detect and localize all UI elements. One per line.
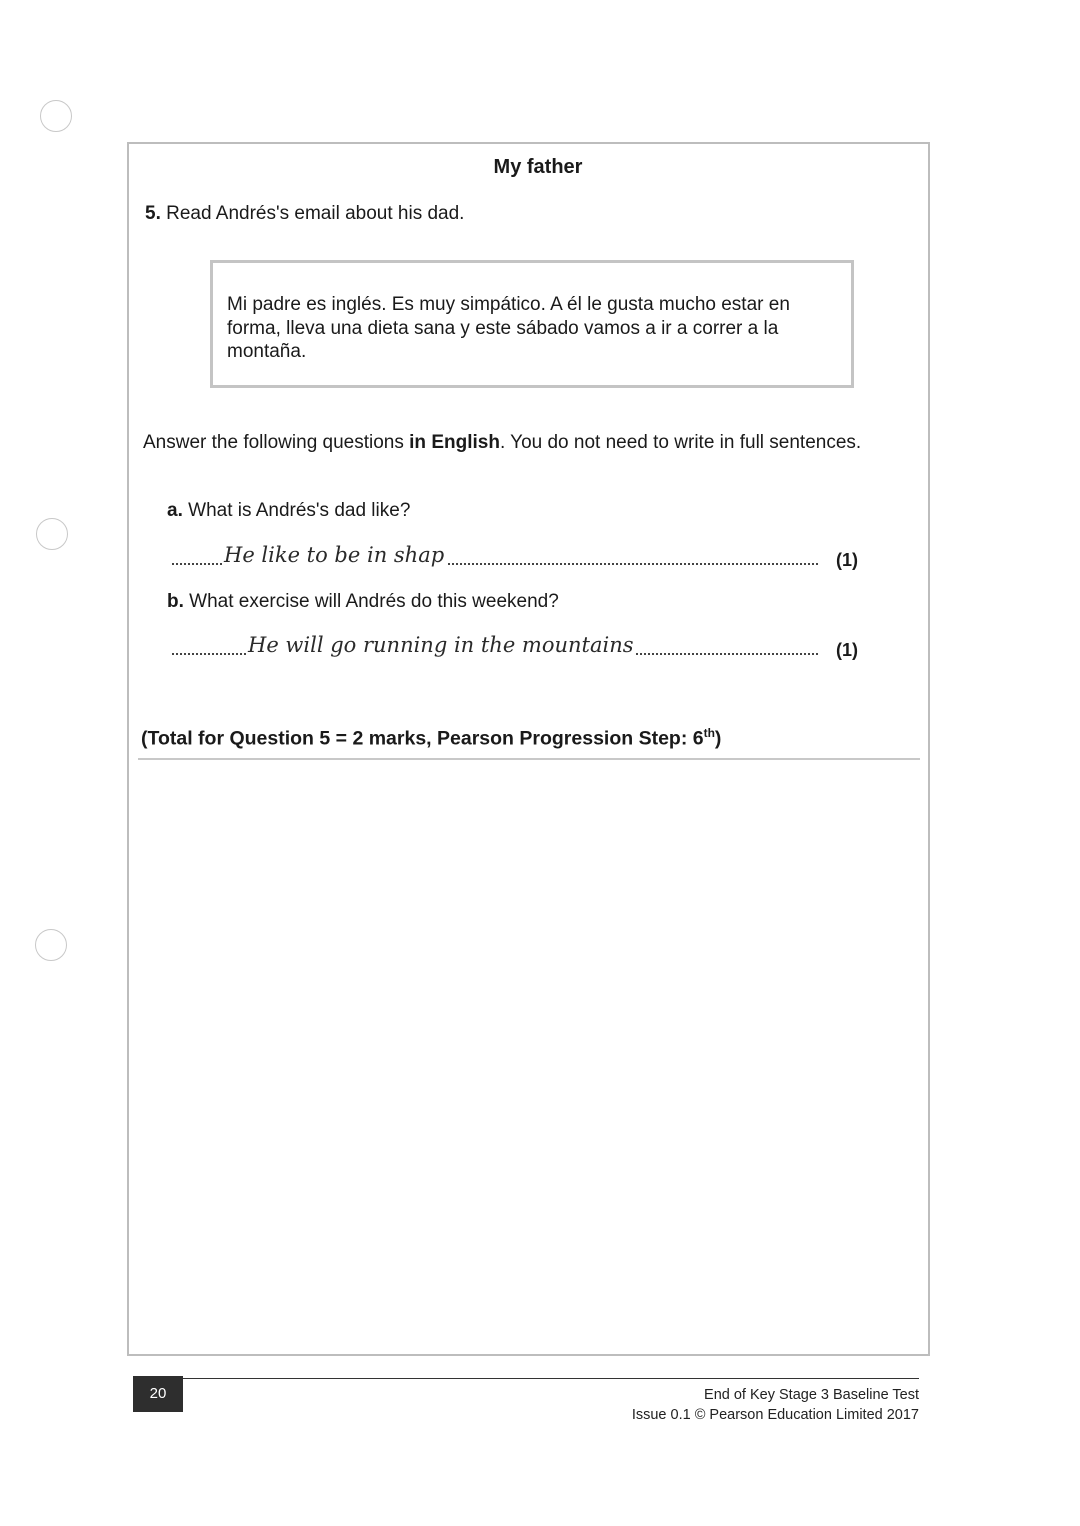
answer-b-handwritten: He will go running in the mountains — [248, 633, 634, 657]
instructions — [143, 431, 863, 455]
question-intro-text: Read Andrés's email about his dad. — [166, 203, 465, 224]
marks-a: (1) — [832, 550, 858, 571]
instructions-after: . You do not need to write in full sentences. — [499, 432, 862, 453]
total-text: (Total for Question 5 = 2 marks, Pearson Progression Step: 6 — [141, 727, 704, 750]
punch-hole-bottom — [35, 929, 67, 961]
answer-line-b[interactable] — [172, 631, 858, 661]
answer-line-a[interactable] — [172, 541, 858, 571]
instructions-before: Answer the following questions — [143, 432, 410, 453]
footer-line-1: End of Key Stage 3 Baseline Test — [704, 1387, 919, 1403]
punch-hole-middle — [36, 518, 68, 550]
total-divider — [138, 758, 920, 760]
question-number: 5. — [145, 203, 161, 224]
marks-b: (1) — [832, 640, 858, 661]
page-number: 20 — [133, 1376, 183, 1412]
question-a-text: What is Andrés's dad like? — [188, 500, 411, 521]
question-total — [141, 726, 721, 751]
question-a-label: a. — [167, 500, 183, 521]
email-text: Mi padre es inglés. Es muy simpático. A él le gusta mucho estar en forma, lleva una dieta sana y este sábado vamos a ir a correr a la montaña. — [227, 294, 790, 362]
footer-text — [632, 1385, 919, 1425]
question-a — [167, 500, 410, 522]
instructions-bold: in English — [409, 432, 500, 453]
answer-a-handwritten: He like to be in shap — [224, 543, 445, 567]
email-box — [210, 260, 854, 388]
footer-divider — [183, 1378, 919, 1379]
total-close: ) — [714, 727, 722, 750]
question-intro — [145, 203, 464, 225]
question-b — [167, 591, 559, 613]
question-b-label: b. — [167, 591, 184, 612]
total-sup: th — [703, 726, 715, 740]
punch-hole-top — [40, 100, 72, 132]
section-title: My father — [493, 156, 583, 178]
question-b-text: What exercise will Andrés do this weekend? — [189, 591, 559, 612]
footer-line-2: Issue 0.1 © Pearson Education Limited 2017 — [631, 1407, 919, 1423]
